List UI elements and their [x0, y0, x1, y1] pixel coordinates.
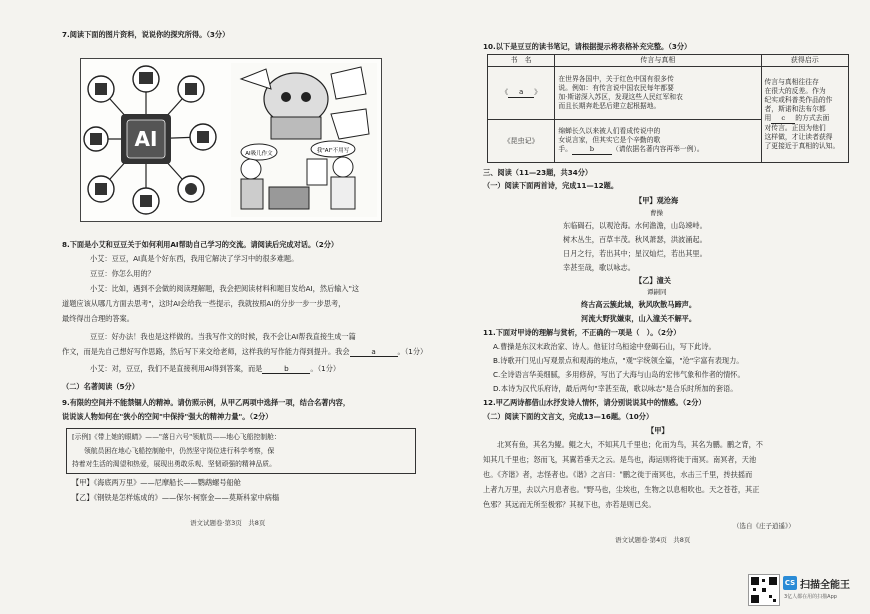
cartoon-panel [231, 63, 377, 217]
prose-source: （选自《庄子逍遥》） [733, 522, 795, 530]
q9-title-1: 9.有限的空间并不能禁锢人的精神。请仿照示例，从甲乙两项中选择一项，结合名著内容， [62, 398, 351, 407]
q8-line-with-blank-b: 小艾：对，豆豆，我们不是直接利用AI得到答案，而是 b 。（1分） [90, 364, 341, 373]
q10-title: 10.以下是豆豆的读书笔记，请根据提示将表格补充完整。（3分） [483, 42, 692, 51]
speech-bubble-1: AI吸儿作文 [245, 151, 273, 157]
q8-line-with-blank-a: 作文，而是先自己想好写作思路，然后写下来交给老师，这样我的写作能力得到提升。我会 a 。（1分） [62, 347, 428, 356]
q9-option-jia[interactable]: 【甲】《海底两万里》——尼摩船长——鹦鹉螺号船舱 [72, 478, 241, 487]
scanner-watermark [748, 574, 866, 610]
q11-title: 11.下面对甲诗的理解与赏析，不正确的一项是（ ）。（2分） [483, 328, 681, 337]
q8-line: 豆豆：你怎么用的？ [90, 269, 155, 278]
poem-line: 终古高云簇此城，秋风吹散马蹄声。 [581, 300, 697, 309]
q7-title: 7.阅读下面的图片资料，说说你的探究所得。（3分） [62, 30, 230, 39]
q8-line: 道题应该从哪几方面去思考"，这时AI会给我一些提示，我就按照AI的分步一步一步思考， [62, 299, 346, 308]
book-cell: 《 a 》 [488, 67, 555, 120]
rumor-cell: 绵蝉长久以来被人们看成传说中的 女说言家，但其实它是个辛勤的歌 手。 b （请依据名著内容再举一例）。 [555, 120, 761, 163]
poem-jia-heading: 【甲】观沧海 [635, 196, 679, 205]
table-row [488, 67, 849, 120]
poem-yi-author: 谭嗣同 [647, 288, 667, 296]
q8-line: 小艾：比如，遇到不会做的阅读理解题，我会把阅读材料和题目发给AI，然后输入"这 [90, 284, 360, 293]
section-2-title: （二）名著阅读（5分） [62, 382, 139, 391]
book-cell: 《昆虫记》 [488, 120, 555, 163]
q8-line: 小艾：豆豆，AI真是个好东西，我用它解决了学习中的很多难题。 [90, 254, 299, 263]
table-header: 书 名 [488, 55, 555, 67]
q11-option-d[interactable]: D.本诗为汉代乐府诗，最后两句"幸甚至哉，歌以咏志"是合乐时所加的套语。 [493, 384, 738, 393]
qr-code-icon [748, 574, 780, 606]
rumor-cell: 在世界各国中，关于红色中国有很多传 说。例如：有传言说中国农民每年都要 加·斯诺深入苏区，发现这些人民红军和农 而且长期奔赴恶后建立起根据地。 [555, 67, 761, 120]
poem-jia-author: 曹操 [650, 209, 663, 217]
poem-line: 日月之行，若出其中；星汉灿烂，若出其里。 [563, 249, 707, 258]
poem-line: 树木丛生，百草丰茂。秋风萧瑟，洪波涌起。 [563, 235, 707, 244]
prose-line: 上者九万里，去以六月息者也。"野马也，尘埃也，生物之以息相吹也。天之苍苍，其正 [483, 485, 760, 494]
q8-line: 最终得出合理的答案。 [62, 314, 134, 323]
q11-option-b[interactable]: B.诗歌开门见山写观景点和观海的地点，"观"字统领全篇，"沧"字富有表现力。 [493, 356, 744, 365]
q8-title: 8.下面是小艾和豆豆关于如何利用AI帮助自己学习的交流。请阅读后完成对话。（2分） [62, 240, 339, 249]
q9-example-line: 持着对生活的渴望和热爱，展现出勇敢乐观、坚韧顽强的精神品质。 [72, 460, 276, 468]
q11-option-a[interactable]: A.曹操是东汉末政治家、诗人。他征讨乌桓途中登碣石山，写下此诗。 [493, 342, 716, 351]
right-page [435, 0, 870, 614]
brand-name: 扫描全能王 [800, 580, 850, 591]
q7-illustration [80, 58, 382, 222]
table-header-row [488, 55, 849, 67]
reading-notes-table [487, 54, 849, 163]
table-header: 获得启示 [761, 55, 849, 67]
prose-line: 色邪？其远而无所至极邪？其视下也，亦若是则已矣。 [483, 500, 656, 509]
speech-bubble-2: 我"AI"不用写 [316, 148, 350, 154]
prose-heading: 【甲】 [647, 426, 669, 435]
prose-line: 北冥有鱼，其名为鲲。鲲之大，不知其几千里也；化而为鸟，其名为鹏。鹏之背，不 [497, 440, 763, 449]
insight-cell: 传言与真相往往存 在很大的反差。作为 纪实或科普类作品的作 者，斯诺和法布尔都 用 c 的方式去面 对传言。正因为他们 这样做，才让读者获得 了更接近于真相的认知。 [761, 67, 849, 163]
blank-book-a[interactable]: a [508, 88, 534, 98]
subsection-1-title: （一）阅读下面两首诗，完成11—12题。 [483, 181, 619, 190]
ai-hub-illustration [81, 59, 381, 221]
blank-b[interactable]: b [262, 364, 310, 374]
q12-title: 12.甲乙两诗都借山水抒发诗人情怀，请分别说说其中的情感。（2分） [483, 398, 706, 407]
page-footer-right: 语文试题卷·第4页 共8页 [615, 536, 691, 544]
prose-line: 也。《齐谐》者，志怪者也。《谐》之言曰："鹏之徙于南冥也，水击三千里，抟扶摇而 [483, 470, 753, 479]
camscanner-badge-icon: CS [783, 576, 797, 590]
q9-example-line: [示例]《带上她的眼睛》——"落日六号"领航员——地心飞船控制舱： [72, 433, 281, 441]
page-footer-left: 语文试题卷·第3页 共8页 [190, 519, 266, 527]
blank-a[interactable]: a [350, 347, 398, 357]
section-3-title: 三、阅读（11—23题，共34分） [483, 168, 593, 177]
poem-yi-heading: 【乙】潼关 [635, 276, 671, 285]
q8-line: 豆豆：好办法！我也是这样做的。当我写作文的时候，我不会让AI帮我直接生成一篇 [90, 332, 356, 341]
q9-example-line: 领航员困在地心飞船控制舱中，仍然坚守岗位进行科学考察，保 [84, 447, 275, 455]
prose-line: 知其几千里也；怒而飞，其翼若垂天之云。是鸟也，海运则将徙于南冥。南冥者，天池 [483, 455, 757, 464]
q9-option-yi[interactable]: 【乙】《钢铁是怎样炼成的》——保尔·柯察金——莫斯科家中病榻 [72, 493, 280, 502]
poem-line: 河流大野犹嫌束，山入潼关不解平。 [581, 314, 697, 323]
blank-b[interactable]: b [572, 145, 612, 155]
ai-chip-label: AI [134, 127, 158, 151]
poem-line: 幸甚至哉，歌以咏志。 [563, 263, 635, 272]
blank-c[interactable]: c [771, 114, 795, 124]
table-header: 传言与真相 [555, 55, 761, 67]
q9-title-2: 说说该人物如何在"狭小的空间"中保持"强大的精神力量"。（2分） [62, 412, 273, 421]
subsection-2-title: （二）阅读下面的文言文，完成13—16题。（10分） [483, 412, 654, 421]
poem-line: 东临碣石，以观沧海。水何澹澹，山岛竦峙。 [563, 221, 707, 230]
q11-option-c[interactable]: C.全诗语言华美细腻，多用修辞，写出了大海与山岛的宏伟气象和作者的情怀。 [493, 370, 745, 379]
brand-tagline: 3亿人都在用的扫描App [784, 594, 837, 600]
